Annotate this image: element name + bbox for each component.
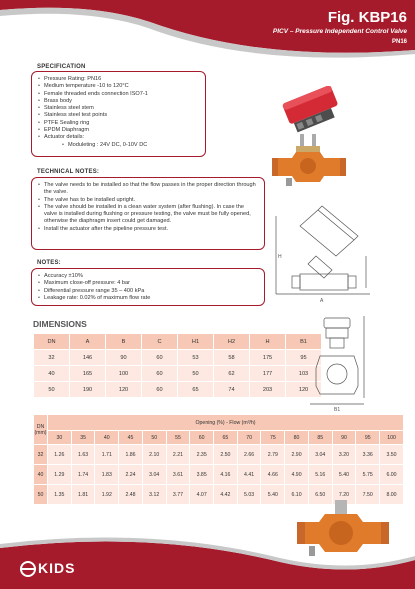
spec-item: • Medium temperature -10 to 120°C [38, 83, 199, 90]
flow-cell: 3.20 [332, 445, 356, 465]
opening-cell: 55 [166, 431, 190, 445]
table-row [34, 350, 322, 366]
valve-body-photo-icon [295, 496, 391, 560]
flow-dn-cell: 40 [34, 465, 48, 485]
dim-cell: 65 [178, 382, 214, 398]
flow-cell: 4.66 [261, 465, 285, 485]
dim-cell: 40 [34, 366, 70, 382]
flow-cell: 3.61 [166, 465, 190, 485]
dim-cell: 60 [142, 366, 178, 382]
flow-cell: 2.50 [214, 445, 238, 465]
flow-cell: 3.04 [142, 465, 166, 485]
dim-cell: 74 [214, 382, 250, 398]
flow-cell: 1.81 [71, 485, 95, 505]
dim-header-cell: B1 [286, 334, 322, 350]
dim-cell: 58 [214, 350, 250, 366]
opening-cell: 45 [119, 431, 143, 445]
dim-cell: 203 [250, 382, 286, 398]
flow-cell: 2.21 [166, 445, 190, 465]
opening-cell: 70 [237, 431, 261, 445]
opening-cell: 80 [285, 431, 309, 445]
opening-cell: 90 [332, 431, 356, 445]
flow-cell: 4.41 [237, 465, 261, 485]
dim-cell: 165 [70, 366, 106, 382]
flow-dn-cell: 50 [34, 485, 48, 505]
flow-cell: 1.29 [48, 465, 72, 485]
notes-label: NOTES: [37, 260, 61, 266]
dim-cell: 120 [286, 382, 322, 398]
dim-cell: 90 [106, 350, 142, 366]
notes-box [31, 268, 265, 306]
dimensions-table [33, 333, 322, 398]
flow-cell: 2.10 [142, 445, 166, 465]
dim-header-cell: A [70, 334, 106, 350]
flow-cell: 4.90 [285, 465, 309, 485]
dim-header-cell: H2 [214, 334, 250, 350]
flow-opening-header: Opening (%) - Flow (m³/h) [48, 415, 404, 431]
table-row [34, 366, 322, 382]
technical-notes-box [31, 177, 265, 250]
technical-note-item: • The valve has to be installed upright. [38, 197, 258, 204]
flow-header-row [34, 415, 404, 431]
flow-cell: 5.40 [261, 485, 285, 505]
flow-cell: 3.12 [142, 485, 166, 505]
flow-cell: 1.86 [119, 445, 143, 465]
flow-cell: 6.00 [380, 465, 404, 485]
spec-sub-item: • Moduleting : 24V DC, 0-10V DC [38, 142, 199, 149]
dim-cell: 175 [250, 350, 286, 366]
opening-cell: 100 [380, 431, 404, 445]
svg-text:H: H [278, 254, 282, 260]
opening-cell: 50 [142, 431, 166, 445]
flow-cell: 3.50 [380, 445, 404, 465]
spec-item: • Stainless steel test points [38, 112, 199, 119]
dim-cell: 100 [106, 366, 142, 382]
flow-cell: 3.36 [356, 445, 380, 465]
technical-note-item: • The valve needs to be installed so that the flow passes in the proper direction through the valve. [38, 182, 258, 197]
dim-cell: 50 [178, 366, 214, 382]
specification-label: SPECIFICATION [37, 64, 86, 70]
flow-cell: 2.90 [285, 445, 309, 465]
flow-cell: 8.00 [380, 485, 404, 505]
flow-cell: 5.16 [308, 465, 332, 485]
page-subtitle: PICV – Pressure Independent Control Valve [272, 28, 407, 35]
dim-cell: 103 [286, 366, 322, 382]
flow-cell: 3.85 [190, 465, 214, 485]
dim-cell: 177 [250, 366, 286, 382]
opening-cell: 30 [48, 431, 72, 445]
valve-actuator-photo-icon [262, 86, 354, 196]
flow-cell: 2.35 [190, 445, 214, 465]
opening-cell: 65 [214, 431, 238, 445]
flow-cell: 6.10 [285, 485, 309, 505]
dim-header-cell: H [250, 334, 286, 350]
flow-cell: 1.71 [95, 445, 119, 465]
opening-cell: 35 [71, 431, 95, 445]
dim-cell: 60 [142, 350, 178, 366]
table-row [34, 445, 404, 465]
page-title: Fig. KBP16 [327, 9, 407, 26]
dim-header-cell: B [106, 334, 142, 350]
page-header [0, 0, 415, 58]
opening-cell: 60 [190, 431, 214, 445]
dim-header-cell: C [142, 334, 178, 350]
spec-item: • PTFE Sealing ring [38, 120, 199, 127]
opening-cell: 95 [356, 431, 380, 445]
spec-item: • Actuator details: [38, 134, 199, 141]
kids-logo-text: KIDS [38, 560, 76, 576]
flow-cell: 3.77 [166, 485, 190, 505]
spec-item: • EPDM Diaphragm [38, 127, 199, 134]
table-row [34, 382, 322, 398]
spec-item: • Stainless steel stem [38, 105, 199, 112]
opening-cell: 75 [261, 431, 285, 445]
flow-cell: 1.92 [95, 485, 119, 505]
svg-text:B1: B1 [334, 407, 341, 412]
flow-cell: 2.66 [237, 445, 261, 465]
flow-cell: 1.74 [71, 465, 95, 485]
note-item: • Accuracy ±10% [38, 273, 258, 280]
dimensions-header-row [34, 334, 322, 350]
technical-note-item: • The valve should be installed in a clean water system (after flushing). In case the valve is installed during flushing or pressure testing, the valve must be fully opened, otherwise the diaphragm insert could get damaged. [38, 204, 258, 226]
flow-cell: 5.75 [356, 465, 380, 485]
flow-openings-row [34, 431, 404, 445]
flow-cell: 1.35 [48, 485, 72, 505]
technical-notes-label: TECHNICAL NOTES: [37, 169, 100, 175]
spec-item: • Pressure Rating: PN16 [38, 76, 199, 83]
opening-cell: 40 [95, 431, 119, 445]
flow-cell: 1.63 [71, 445, 95, 465]
flow-table [33, 414, 404, 505]
specification-box [31, 71, 206, 157]
svg-text:A: A [320, 298, 324, 304]
kids-logo-icon [18, 560, 38, 578]
dimensions-title: DIMENSIONS [33, 319, 87, 329]
spec-item: • Brass body [38, 98, 199, 105]
valve-side-drawing-icon [270, 196, 378, 308]
flow-cell: 7.50 [356, 485, 380, 505]
technical-note-item: • Install the actuator after the pipeline pressure test. [38, 226, 258, 233]
dim-cell: 53 [178, 350, 214, 366]
dim-cell: 50 [34, 382, 70, 398]
note-item: • Leakage rate: 0.02% of maximum flow rate [38, 295, 258, 302]
flow-cell: 2.79 [261, 445, 285, 465]
valve-front-drawing-icon [306, 312, 368, 412]
flow-dn-cell: 32 [34, 445, 48, 465]
flow-dn-header: DN (mm) [34, 415, 48, 445]
dim-cell: 32 [34, 350, 70, 366]
note-item: • Differential pressure range 35 – 400 kPa [38, 288, 258, 295]
flow-cell: 1.83 [95, 465, 119, 485]
dim-header-cell: DN [34, 334, 70, 350]
dim-cell: 146 [70, 350, 106, 366]
opening-cell: 85 [308, 431, 332, 445]
pressure-rating-label: PN16 [391, 39, 407, 45]
flow-cell: 5.03 [237, 485, 261, 505]
flow-cell: 6.50 [308, 485, 332, 505]
dim-cell: 60 [142, 382, 178, 398]
dim-cell: 120 [106, 382, 142, 398]
flow-cell: 1.26 [48, 445, 72, 465]
flow-cell: 2.24 [119, 465, 143, 485]
dim-cell: 190 [70, 382, 106, 398]
flow-cell: 2.48 [119, 485, 143, 505]
dim-cell: 62 [214, 366, 250, 382]
flow-cell: 7.20 [332, 485, 356, 505]
flow-cell: 4.42 [214, 485, 238, 505]
flow-cell: 4.07 [190, 485, 214, 505]
table-row [34, 465, 404, 485]
dim-header-cell: H1 [178, 334, 214, 350]
flow-cell: 4.16 [214, 465, 238, 485]
note-item: • Maximum close-off pressure: 4 bar [38, 280, 258, 287]
dim-cell: 95 [286, 350, 322, 366]
flow-cell: 5.40 [332, 465, 356, 485]
spec-item: • Female threaded ends connection ISO7-1 [38, 91, 199, 98]
flow-cell: 3.04 [308, 445, 332, 465]
